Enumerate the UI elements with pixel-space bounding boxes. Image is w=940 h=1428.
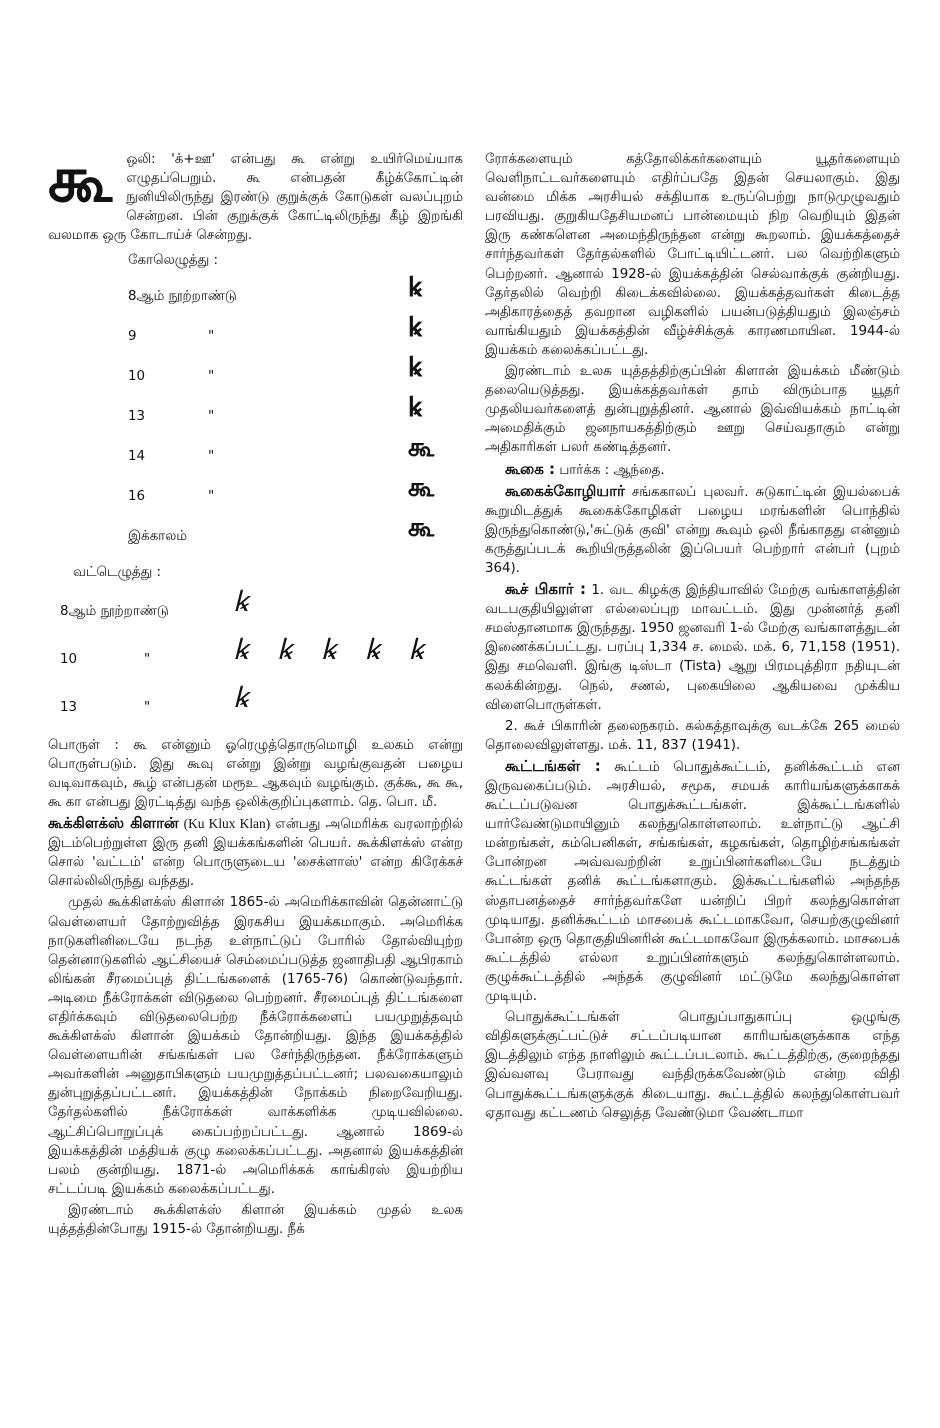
kol-row (48, 272, 463, 317)
kol-ditto: " (208, 328, 215, 344)
kkk-latin: (Ku Klux Klan) (183, 816, 271, 832)
porul-paragraph: பொருள் : கூ என்னும் ஓரெழுத்தொருமொழி உலகம் என்று பொருள்படும். இது கூவு என்று இன்று வழங்குவதன் பழைய வடிவாகவும், கூழ் என்பதன் மரூஉ ஆகவும் வழங்கும். குக்கூ, கூ கூ, கூ கா என்பது இரட்டித்து வந்த ஒலிக்குறிப்புகளாம். தெ. பொ. மீ. (48, 737, 463, 810)
kkz-heading: கூகைக்கோழியார் (505, 481, 625, 500)
vat-script-table (48, 563, 463, 732)
vat-row (48, 584, 463, 636)
kol-script-table (48, 251, 463, 556)
kb-entry (485, 580, 900, 715)
kol-label: 9 (128, 328, 137, 344)
kkk-cont-2: இரண்டாம் உலக யுத்தத்திற்குப்பின் கிளான் இயக்கம் மீண்டும் தலையெடுத்தது. இயக்கத்தவர்கள் தாம் விரும்பாத யூதர் முதலியவர்களைத் துன்புறுத்தினர். ஆனால் இவ்வியக்கம் நாட்டின் அமைதிக்கும் ஜனநாயகத்திற்கும் ஊறு செய்வதாகும் என்று அதிகாரிகள் பலர் கண்டித்தனர். (485, 364, 900, 456)
kt-entry (485, 757, 900, 1006)
vat-ditto: " (144, 651, 151, 667)
vat-label: 13 (60, 699, 78, 715)
kol-label: இக்காலம் (128, 528, 188, 544)
kkk-cont-1: ரோக்களையும் கத்தோலிக்கர்களையும் யூதர்களையும் வெளிநாட்டவர்களையும் எதிர்ப்பதே இதன் செயலாகும். இது வன்மை மிக்க அரசியல் சக்தியாக உருப்பெற்று நாடுமுழுவதும் பரவியது. குறுகியதேசியமனப் பான்மையும் நிற வெறியும் இதன் இரு கண்களென அமைந்திருந்தன என்று கூறலாம். இயக்கத்தைச் சார்ந்தவர்கள் தேர்தல்களில் போட்டியிட்டனர். பல வெற்றிகளும் பெற்றனர். ஆனால் 1928-ல் இயக்கத்தின் செல்வாக்குக் குன்றியது. தேர்தலில் வெற்றி கிடைக்கவில்லை. இயக்கத்தவர்கள் கிடைத்த அதிகாரத்தைத் தவறான வழிகளில் பயன்படுத்தியதும் இலஞ்சம் வாங்கியதும் இயக்கத்தின் வீழ்ச்சிக்குக் காரணமாயின. 1944-ல் இயக்கம் கலைக்கப்பட்டது. (485, 152, 900, 358)
kol-rows (48, 272, 463, 557)
intro-text: ஒலி: 'க்+ஊ' என்பது கூ என்று உயிர்மெய்யாக எழுதப்பெறும். கூ என்பதன் கீழ்க்கோட்டின் நுனியிலிருந்து இரண்டு குறுக்குக் கோடுகள் வலப்புறம் சென்றன. பின் குறுக்குக் கோட்டிலிருந்து கீழ் இறங்கி வலமாக ஒரு கோடாய்ச் சென்றது. (48, 152, 463, 244)
intro-section (48, 143, 463, 245)
kkk-text-1: என்பது அமெரிக்க வரலாற்றில் இடம்பெற்றுள்ள இரு தனி இயக்கங்களின் பெயர். கூக்கிளக்ஸ் என்ற சொல் 'வட்டம்' என்ற பொருளுடைய 'சைக்ளாஸ்' என்ற கிரேக்கச் சொல்லிலிருந்து வந்தது. (48, 817, 464, 890)
kol-ditto: " (208, 488, 215, 504)
kb-heading: கூச் பிகார் : (505, 580, 586, 599)
kol-label: 16 (128, 488, 146, 504)
kol-row (48, 352, 463, 397)
vat-glyph: ꝃ (233, 680, 258, 714)
vat-title: வட்டெழுத்து : (73, 564, 161, 580)
kol-ditto: " (208, 368, 215, 384)
vat-row (48, 632, 463, 684)
kol-row (48, 512, 463, 557)
kt-paragraph-2: பொதுக்கூட்டங்கள் பொதுப்பாதுகாப்பு ஒழுங்கு விதிகளுக்குட்பட்டுச் சட்டப்படியான காரியங்களுக்காக எந்த இடத்திலும் எந்த நாளிலும் கூட்டப்படலாம். கூட்டத்திற்கு, குறைந்தது இவ்வளவு பேராவது வந்திருக்கவேண்டும் என்ற விதி பொதுக்கூட்டங்களுக்குக் கிடையாது. கூட்டத்தில் கலந்துகொள்பவர் ஏதாவது கட்டணம் செலுத்த வேண்டுமா வேண்டாமா (485, 1010, 900, 1121)
kkz-text: சங்ககாலப் புலவர். சுடுகாட்டின் இயல்பைக் கூறுமிடத்துக் கூகைக்கோழிகள் பழைய மரங்களின் பொந்தில் இருந்துகொண்டு,'சுட்டுக் குவி' என்று கூவும் ஒலி நீங்காதது என்னும் கருத்துப்படக் கூறியிருத்தலின் இப்பெயர் பெற்றார் என்பர் (புறம் 364). (485, 484, 900, 576)
kt-heading: கூட்டங்கள் : (505, 756, 601, 775)
vat-glyph: ꝃ ꝃ ꝃ ꝃ ꝃ (233, 632, 434, 666)
kb-paragraph-2: 2. கூச் பிகாரின் தலைநகரம். கல்கத்தாவுக்கு வடக்கே 265 மைல் தொலைவிலுள்ளது. மக். 11, 837 (1941). (485, 718, 900, 753)
kkk-paragraph-3: இரண்டாம் கூக்கிளக்ஸ் கிளான் இயக்கம் முதல் உலக யுத்தத்தின்போது 1915-ல் தோன்றியது. நீக் (48, 1202, 463, 1237)
kol-row (48, 432, 463, 477)
vat-glyph: ꝃ (233, 584, 258, 618)
kol-row (48, 472, 463, 517)
vat-row (48, 680, 463, 732)
kol-row (48, 312, 463, 357)
kol-label: 14 (128, 448, 146, 464)
kt-text-1: கூட்டம் பொதுக்கூட்டம், தனிக்கூட்டம் என இருவகைப்படும். அரசியல், சமூக, சமயக் காரியங்களுக்காகக் கூட்டப்படுவன பொதுக்கூட்டங்கள். இக்கூட்டங்களில் யார்வேண்டுமாயினும் கலந்துகொள்ளலாம். உள்நாட்டு ஆட்சி மன்றங்கள், கம்பெனிகள், சங்கங்கள், கழகங்கள், தொழிற்சங்கங்கள் போன்றன அவ்வவற்றின் உறுப்பினர்களிடையே நடத்தும் கூட்டங்கள் தனிக் கூட்டங்களாகும். இக்கூட்டங்களில் அந்தந்த ஸ்தாபனத்தைச் சார்ந்தவர்களே யன்றிப் பிறர் கலந்துகொள்ள முடியாது. தனிக்கூட்டம் மாசபைக் கூட்டமாகவோ, செயற்குழுவினர் போன்ற ஒரு தொகுதியினரின் கூட்டமாகவோ இருக்கலாம். மாசபைக் கூட்டத்தில் எல்லா உறுப்பினர்களும் கலந்துகொள்ளலாம். குழுக்கூட்டத்தில் அந்தக் குழுவினர் மட்டுமே கலந்துகொள்ள முடியும். (485, 759, 900, 1005)
kol-label: 10 (128, 368, 146, 384)
kkz-entry (485, 482, 900, 578)
right-column (485, 150, 900, 1125)
kol-glyph: ꝃ (408, 272, 422, 303)
kol-glyph: ꝃ (408, 312, 422, 343)
kol-label: 8ஆம் நூற்றாண்டு (128, 288, 237, 304)
kugai-text: பார்க்க : ஆந்தை. (559, 462, 665, 478)
kol-ditto: " (208, 448, 215, 464)
vat-ditto: " (144, 699, 151, 715)
vat-rows (48, 584, 463, 732)
left-column (48, 143, 464, 1241)
kb-text-1: 1. வட கிழக்கு இந்தியாவில் மேற்கு வங்காளத்தின் வடபகுதியிலுள்ள எல்லைப்புற மாவட்டம். இது முன்னர்த் தனி சமஸ்தானமாக இருந்தது. 1950 ஜனவரி 1-ல் மேற்கு வங்காளத்துடன் இணைக்கப்பட்டது. பரப்பு 1,334 ச. மைல். மக். 6, 71,158 (1951). இது சமவெளி. இங்கு டிஸ்டா (Tista) ஆறு பிரமபுத்திரா நதியுடன் கலக்கின்றது. நெல், சணல், புகையிலை ஆகியவை முக்கிய விளைபொருள்கள். (485, 583, 900, 713)
kol-glyph: ꝃ (408, 392, 422, 423)
vat-label: 10 (60, 651, 78, 667)
kol-ditto: " (208, 408, 215, 424)
kol-label: 13 (128, 408, 146, 424)
kugai-heading: கூகை : (505, 459, 556, 478)
kugai-entry (485, 460, 900, 480)
kol-title: கோலெழுத்து : (128, 253, 219, 269)
kol-glyph: ꝃ (408, 352, 422, 383)
kkk-heading: கூக்கிளக்ஸ் கிளான் (48, 814, 179, 833)
kol-glyph: கூ (408, 512, 435, 543)
kol-glyph: கூ (408, 472, 435, 503)
kkk-paragraph-2: முதல் கூக்கிளக்ஸ் கிளான் 1865-ல் அமெரிக்காவின் தென்னாட்டு வெள்ளையர் தோற்றுவித்த இரகசிய இயக்கமாகும். அமெரிக்க நாடுகளினிடையே நடந்த உள்நாட்டுப் போரில் தோல்வியுற்ற தென்னாடுகளில் ஆட்சியைச் செம்மைப்படுத்த ஜனாதிபதி ஆபிரகாம் லிங்கன் சீரமைப்புத் திட்டங்களைக் (1765-76) கொண்டுவந்தார். அடிமை நீக்ரோக்கள் விடுதலை பெற்றனர். சீரமைப்புத் திட்டங்களை எதிர்க்கவும் விடுதலைபெற்ற நீக்ரோக்களைப் பயமுறுத்தவும் கூக்கிளக்ஸ் கிளான் இயக்கம் தோன்றியது. இந்த இயக்கத்தில் வெள்ளையரின் சங்கங்கள் பல சேர்ந்திருந்தன. நீக்ரோக்களும் அவர்களின் அனுதாபிகளும் பயமுறுத்தப்பட்டனர்; பலவகையாலும் துன்புறுத்தப்பட்டனர். இயக்கத்தின் நோக்கம் நிறைவேறியது. தேர்தல்களில் நீக்ரோக்கள் வாக்களிக்க முடியவில்லை. ஆட்சிப்பொறுப்புக் கைப்பற்றப்பட்டது. ஆனால் 1869-ல் இயக்கத்தின் மத்தியக் குழு கலைக்கப்பட்டது. அதனால் இயக்கத்தின் பலம் குன்றியது. 1871-ல் அமெரிக்கக் காங்கிரஸ் இயற்றிய சட்டப்படி இயக்கம் கலைக்கப்பட்டது. (48, 895, 463, 1197)
kol-glyph: கூ (408, 432, 435, 463)
kol-row (48, 392, 463, 437)
drop-letter: கூ (48, 143, 109, 217)
kkk-paragraph-1 (48, 814, 463, 891)
vat-label: 8ஆம் நூற்றாண்டு (60, 603, 169, 619)
